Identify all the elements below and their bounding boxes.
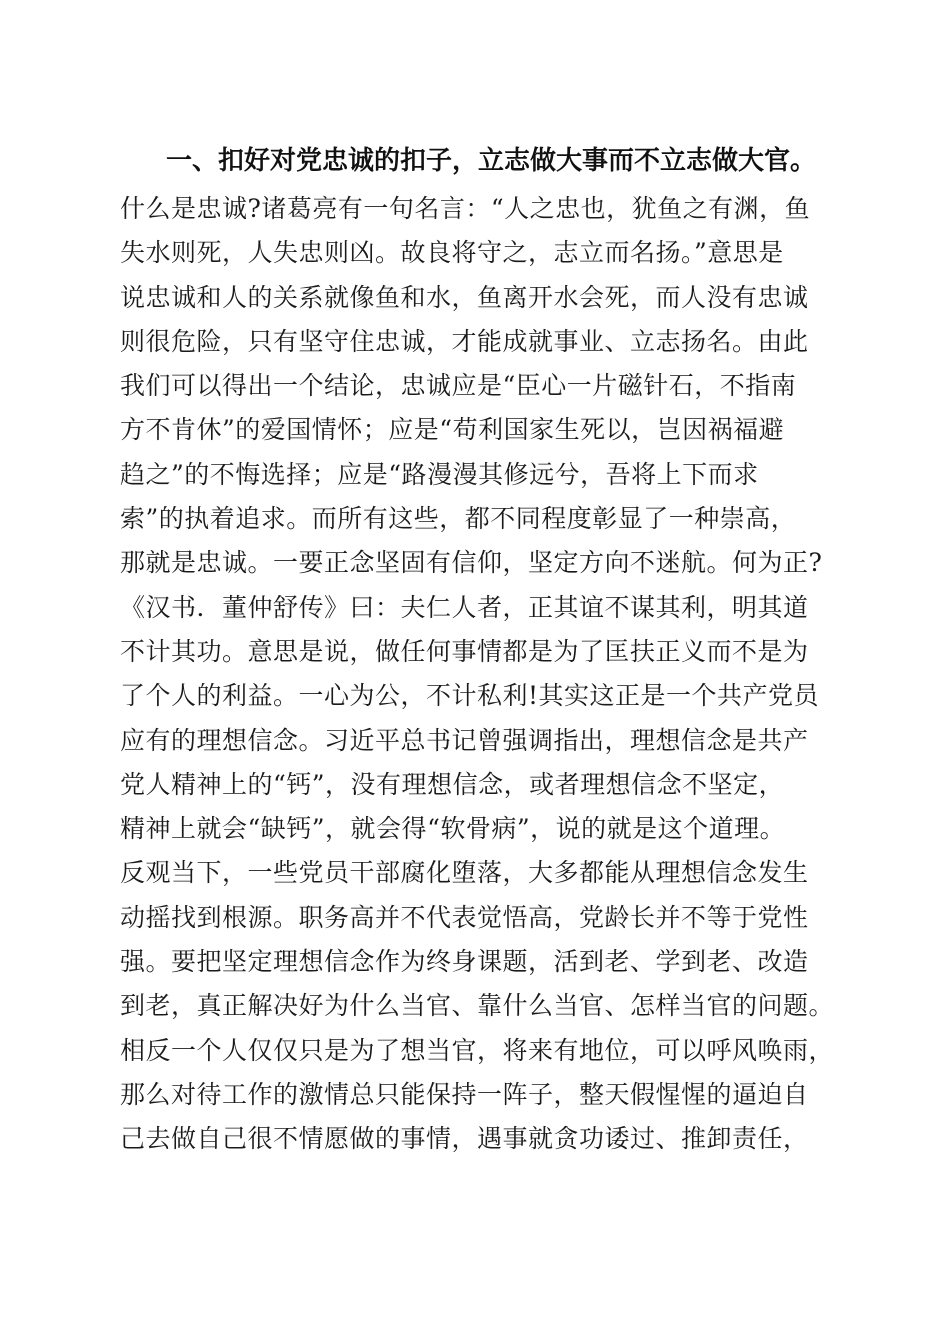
text-line: 强。要把坚定理想信念作为终身课题，活到老、学到老、改造 — [120, 947, 809, 977]
text-line: 那就是忠诚。一要正念坚固有信仰，坚定方向不迷航。何为正? — [120, 548, 823, 578]
text-line: 应有的理想信念。习近平总书记曾强调指出，理想信念是共产 — [120, 725, 809, 755]
text-line: 那么对待工作的激情总只能保持一阵子，整天假惺惺的逼迫自 — [120, 1079, 809, 1109]
text-line: 方不肯休”的爱国情怀；应是“苟利国家生死以，岂因祸福避 — [120, 415, 785, 445]
text-line: 相反一个人仅仅只是为了想当官，将来有地位，可以呼风唤雨， — [120, 1035, 835, 1065]
text-line: 精神上就会“缺钙”，就会得“软骨病”，说的就是这个道理。 — [120, 814, 786, 844]
text-line: 了个人的利益。一心为公，不计私利!其实这正是一个共产党员 — [120, 681, 820, 711]
text-line: 到老，真正解决好为什么当官、靠什么当官、怎样当官的问题。 — [120, 991, 835, 1021]
section-heading: 一、扣好对党忠诚的扣子，立志做大事而不立志做大官。 — [166, 146, 817, 176]
text-line: 说忠诚和人的关系就像鱼和水，鱼离开水会死，而人没有忠诚 — [120, 282, 809, 312]
text-line: 己去做自己很不情愿做的事情，遇事就贪功诿过、推卸责任， — [120, 1124, 809, 1154]
text-line: 失水则死，人失忠则凶。故良将守之，志立而名扬。”意思是 — [120, 238, 784, 268]
text-line: 则很危险，只有坚守住忠诚，才能成就事业、立志扬名。由此 — [120, 326, 809, 356]
text-line: 不计其功。意思是说，做任何事情都是为了匡扶正义而不是为 — [120, 636, 809, 666]
text-line: 索”的执着追求。而所有这些，都不同程度彰显了一种崇高， — [120, 504, 797, 534]
text-line: 反观当下，一些党员干部腐化堕落，大多都能从理想信念发生 — [120, 858, 809, 888]
text-line: 趋之”的不悔选择；应是“路漫漫其修远兮，吾将上下而求 — [120, 459, 759, 489]
text-line: 什么是忠诚?诸葛亮有一句名言：“人之忠也，犹鱼之有渊，鱼 — [120, 194, 811, 223]
text-line: 《汉书．董仲舒传》曰：夫仁人者，正其谊不谋其利，明其道 — [120, 592, 809, 622]
text-line: 党人精神上的“钙”，没有理想信念，或者理想信念不坚定， — [120, 769, 785, 799]
text-line: 我们可以得出一个结论，忠诚应是“臣心一片磁针石，不指南 — [120, 371, 797, 401]
text-line: 动摇找到根源。职务高并不代表觉悟高，党龄长并不等于党性 — [120, 902, 809, 932]
body-text — [120, 187, 880, 1162]
